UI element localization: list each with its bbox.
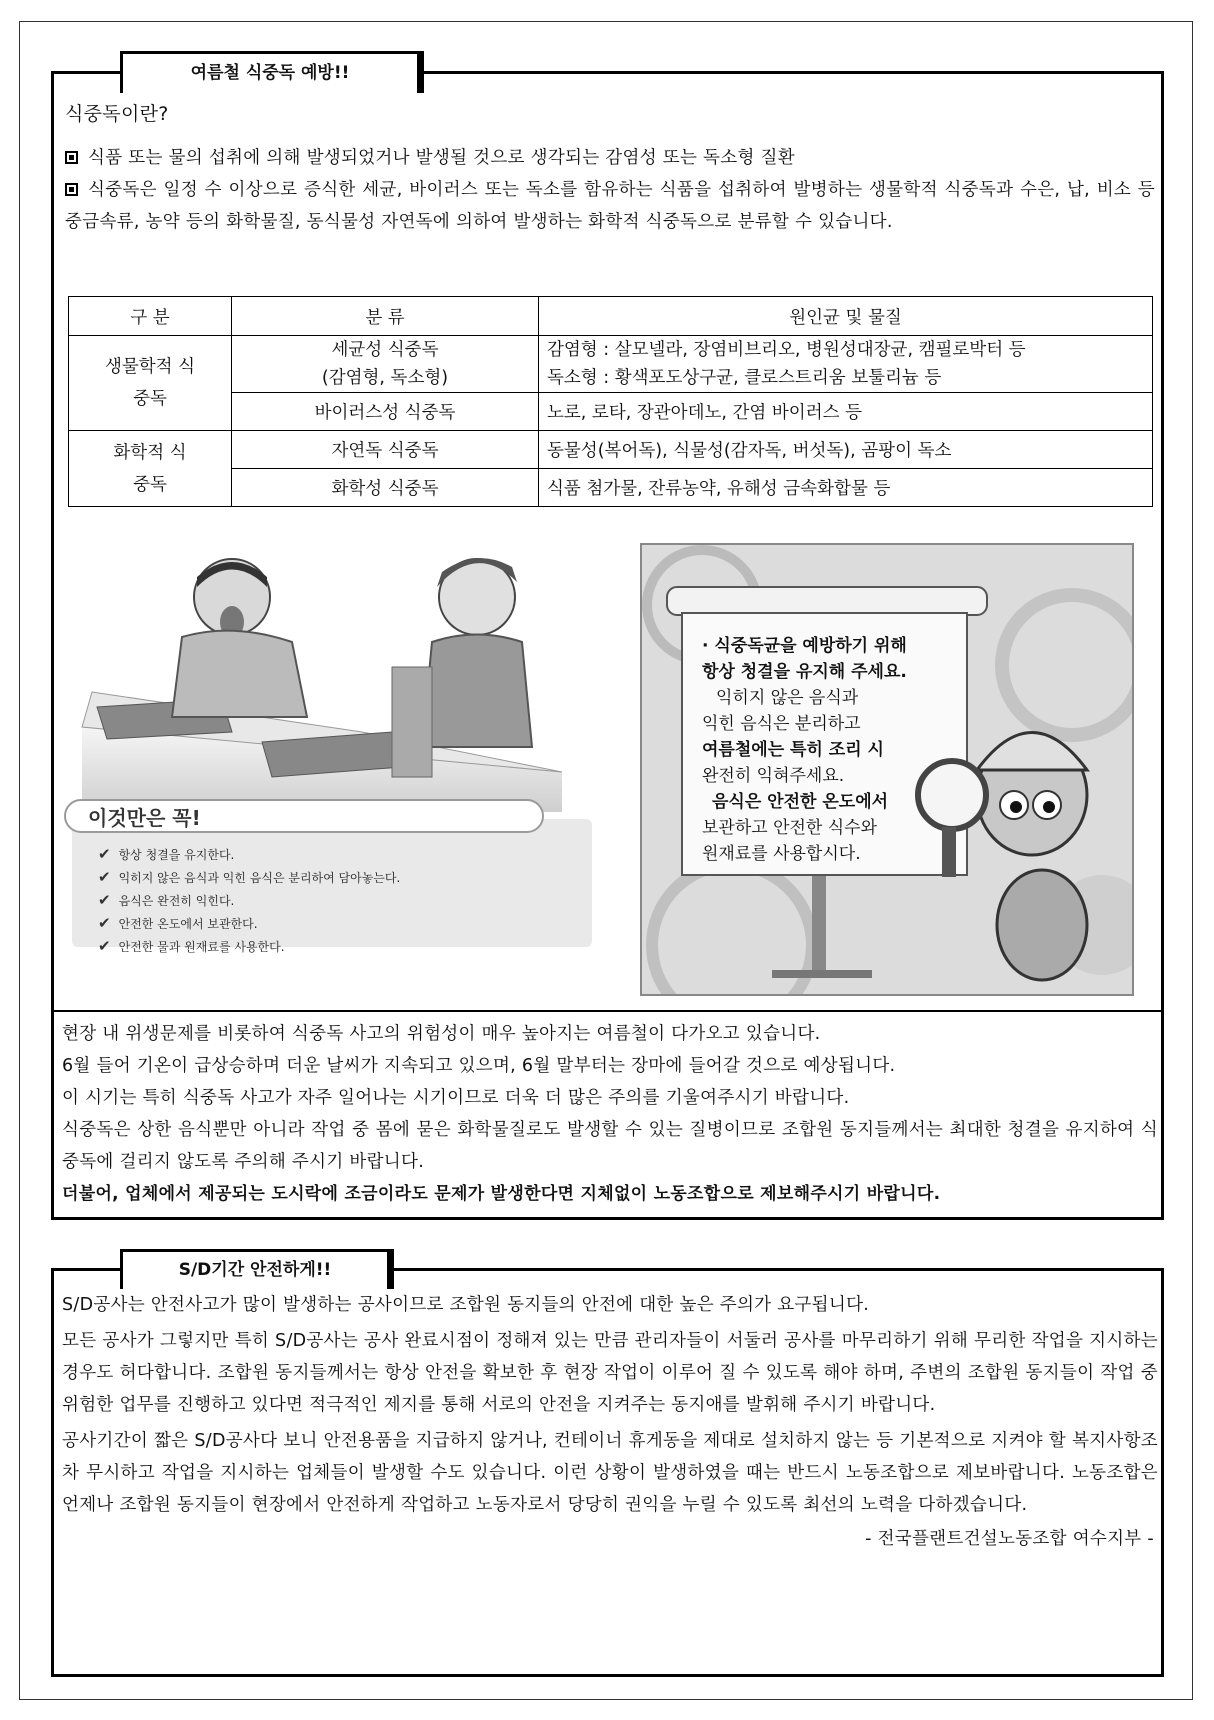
checklist-title: 이것만은 꼭! [88,806,201,830]
definition-item [65,142,1155,174]
board-line: 보관하고 안전한 식수와 [702,818,878,838]
notice-line: 현장 내 위생문제를 비롯하여 식중독 사고의 위험성이 매우 높아지는 여름철이 다가오고 있습니다. [62,1024,821,1044]
classification-cell: 화학성 식중독 [232,469,539,507]
notice-bold-line: 더불어, 업체에서 제공되는 도시락에 조금이라도 문제가 발생한다면 지체없이 노동조합으로 제보해주시기 바랍니다. [62,1184,941,1204]
board-line: 익히지 않은 음식과 [716,688,859,708]
section-divider [54,1010,1161,1012]
sd-paragraph: S/D공사는 안전사고가 많이 발생하는 공사이므로 조합원 동지들의 안전에 대한 높은 주의가 요구됩니다. [62,1295,870,1315]
checklist-text: 음식은 완전히 익힌다. [118,894,235,908]
check-icon: ✔ [98,845,111,863]
checklist-item [98,912,400,935]
food-poisoning-heading: 식중독이란? [65,103,169,125]
sd-paragraph: 모든 공사가 그렇지만 특히 S/D공사는 공사 완료시점이 정해져 있는 만큼 관리자들이 서둘러 공사를 마무리하기 위해 무리한 작업을 지시하는 경우도 허다합니다. 조합원 동지들께서는 항상 안전을 확보한 후 현장 작업이 이루어 질 수 있도록 해야 하며, 주변의 조합원 동지들이 작업 중 위험한 업무를 진행하고 있다면 적극적인 제지를 통해 서로의 안전을 지켜주는 동지애를 발휘해 주시기 바랍니다. [62,1331,1158,1415]
classification-cell: 바이러스성 식중독 [232,393,539,431]
definition-item [65,174,1155,238]
category-chemical: 화학적 식중독 [69,431,232,507]
cause-text: 감염형 : 살모넬라, 장염비브리오, 병원성대장균, 캠필로박터 등 [547,340,1026,360]
notice-line: 6월 들어 기온이 급상승하며 더운 날씨가 지속되고 있으며, 6월 말부터는 장마에 들어갈 것으로 예상됩니다. [62,1056,896,1076]
definition-text: 식품 또는 물의 섭취에 의해 발생되었거나 발생될 것으로 생각되는 감염성 또는 독소형 질환 [88,148,795,168]
section-tab-sd-safety [120,1249,390,1289]
check-icon: ✔ [98,914,111,932]
board-line: 음식은 안전한 온도에서 [712,792,889,812]
board-line: 여름철에는 특히 조리 시 [702,740,884,760]
check-icon: ✔ [98,937,111,955]
check-icon: ✔ [98,868,111,886]
definition-text: 식중독은 일정 수 이상으로 증식한 세균, 바이러스 또는 독소를 함유하는 식품을 섭취하여 발병하는 생물학적 식중독과 수은, 납, 비소 등 중금속류, 농약 등의 화학물질, 동식물성 자연독에 의하여 발생하는 화학적 식중독으로 분류할 수 있습니다. [65,180,1155,232]
table-row [69,336,1153,393]
board-line: · 식중독균을 예방하기 위해 [702,636,907,656]
cause-cell [539,336,1153,393]
checklist-item [98,866,400,889]
classification-cell [232,336,539,393]
square-bullet-icon [65,151,78,164]
checklist-item [98,843,400,866]
checklist-item [98,889,400,912]
section-title: 여름철 식중독 예방!! [190,63,350,83]
checklist-text: 안전한 물과 원재료를 사용한다. [118,940,285,954]
section-tab-food-poisoning [120,51,420,93]
checklist-text: 항상 청결을 유지한다. [118,848,235,862]
signature: - 전국플랜트건설노동조합 여수지부 - [865,1529,1154,1549]
board-line: 항상 청결을 유지해 주세요. [702,662,907,682]
check-icon: ✔ [98,891,111,909]
definition-list [65,142,1155,238]
table-header: 구 분 [69,297,232,336]
prevention-board [702,633,964,867]
classification-cell: 자연독 식중독 [232,431,539,469]
table-row [69,469,1153,507]
summer-notice [62,1018,1158,1210]
checklist-banner [64,799,544,833]
board-line: 완전히 익혀주세요. [702,766,845,786]
cause-cell: 동물성(복어독), 식물성(감자독, 버섯독), 곰팡이 독소 [539,431,1153,469]
cartoon-illustration-right [640,543,1134,996]
cause-cell: 노로, 로타, 장관아데노, 간염 바이러스 등 [539,393,1153,431]
checklist-text: 익히지 않은 음식과 익힌 음식은 분리하여 담아놓는다. [118,871,401,885]
square-bullet-icon [65,183,78,196]
table-row [69,431,1153,469]
sick-workers-illustration [62,527,602,812]
table-header: 원인균 및 물질 [539,297,1153,336]
cartoon-illustration-left [62,527,602,955]
notice-line: 이 시기는 특히 식중독 사고가 자주 일어나는 시기이므로 더욱 더 많은 주의를 기울여주시기 바랍니다. [62,1088,850,1108]
cause-cell: 식품 첨가물, 잔류농약, 유해성 금속화합물 등 [539,469,1153,507]
checklist-text: 안전한 온도에서 보관한다. [118,917,258,931]
sd-paragraph: 공사기간이 짧은 S/D공사다 보니 안전용품을 지급하지 않거나, 컨테이너 휴게동을 제대로 설치하지 않는 등 기본적으로 지켜야 할 복지사항조차 무시하고 작업을 지시하는 업체들이 발생할 수도 있습니다. 이런 상황이 발생하였을 때는 반드시 노동조합으로 제보바랍니다. 노동조합은 언제나 조합원 동지들이 현장에서 안전하게 작업하고 노동자로서 당당히 권익을 누릴 수 있도록 최선의 노력을 다하겠습니다. [62,1431,1158,1515]
checklist-card [72,806,592,955]
food-poisoning-table [68,296,1153,507]
food-poisoning-section [51,71,1164,1220]
cause-text: 독소형 : 황색포도상구균, 클로스트리움 보툴리늄 등 [547,368,942,388]
sd-body [62,1289,1158,1555]
category-biological: 생물학적 식중독 [69,336,232,431]
sd-safety-section [51,1268,1164,1677]
table-row [69,393,1153,431]
notice-line: 식중독은 상한 음식뿐만 아니라 작업 중 몸에 묻은 화학물질로도 발생할 수 있는 질병이므로 조합원 동지들께서는 최대한 청결을 유지하여 식중독에 걸리지 않도록 주의해 주시기 바랍니다. [62,1120,1158,1172]
board-line: 원재료를 사용합시다. [702,844,861,864]
classification-subtext: (감염형, 독소형) [321,368,449,388]
table-header: 분 류 [232,297,539,336]
checklist-item [98,935,400,958]
table-header-row [69,297,1153,336]
board-line: 익힌 음식은 분리하고 [702,714,861,734]
checklist [98,843,400,958]
section-title: S/D기간 안전하게!! [178,1260,332,1280]
classification-text: 세균성 식중독 [331,340,439,360]
